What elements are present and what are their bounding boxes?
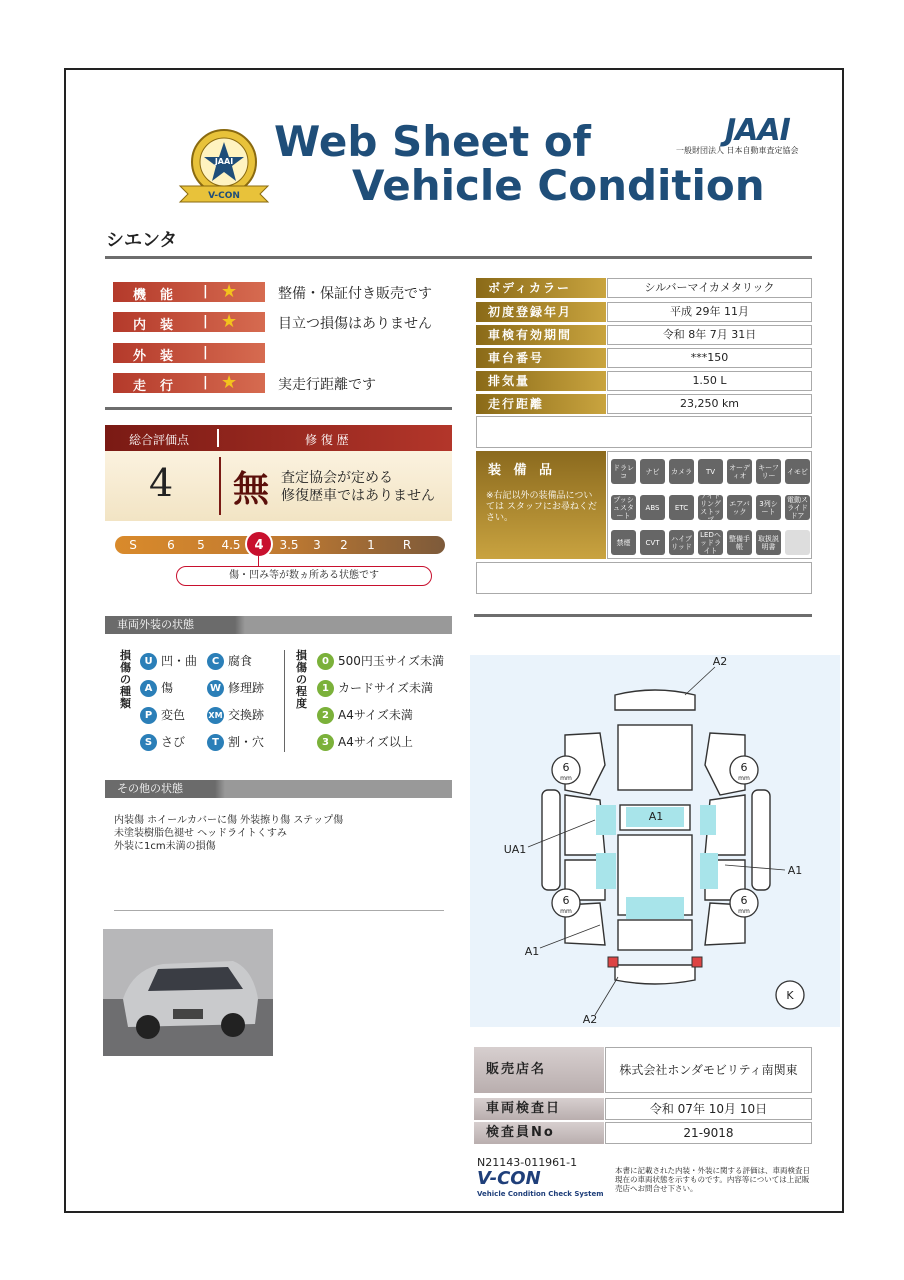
- v-con-brand-sub: Vehicle Condition Check System: [477, 1190, 604, 1198]
- spec-label-mileage: 走行距離: [476, 394, 606, 414]
- damage-type-label: 損傷の種類: [120, 649, 131, 710]
- spec-value-mileage: 23,250 km: [607, 394, 812, 414]
- vehicle-name: シエンタ: [106, 230, 178, 251]
- grade-S: S: [129, 538, 137, 552]
- v-con-emblem: [174, 124, 274, 209]
- legend-type-w: W 修理跡: [207, 679, 264, 697]
- spec-value-inspection: 令和 8年 7月 31日: [607, 325, 812, 345]
- legend-degree-2: 2 A4サイズ未満: [317, 706, 413, 724]
- grade-6: 6: [167, 538, 175, 552]
- spec-label-chassis: 車台番号: [476, 348, 606, 368]
- legend-type-u: U 凹・曲: [140, 652, 197, 670]
- eval-mileage-text: 実走行距離です: [278, 377, 376, 393]
- legend-type-t: T 割・穴: [207, 733, 264, 751]
- label-a2-bottom: A2: [582, 1013, 598, 1026]
- title-line1: Web Sheet of: [274, 117, 591, 166]
- spec-value-displacement: 1.50 L: [607, 371, 812, 391]
- damage-degree-label: 損傷の程度: [296, 649, 307, 710]
- spec-value-color: シルバーマイカメタリック: [607, 278, 812, 298]
- damage-diagram: [470, 655, 840, 1027]
- disclaimer: 本書に記載された内装・外装に関する評価は、車両検査日現在の車両状態を示すものです。内容等については上記販売店へお問合せ下さい。: [615, 1166, 810, 1193]
- tire-depth-fr: 6: [740, 761, 748, 774]
- spec-label-registration: 初度登録年月: [476, 302, 606, 322]
- equipment-note: ※右記以外の装備品については スタッフにお尋ねください。: [486, 491, 597, 523]
- shop-value: 株式会社ホンダモビリティ南関東: [605, 1047, 812, 1093]
- legend-degree-3: 3 A4サイズ以上: [317, 733, 413, 751]
- score-header-right: 修 復 歴: [305, 433, 349, 447]
- inspector-value: 21-9018: [605, 1122, 812, 1144]
- eval-exterior: 外装 |: [113, 343, 265, 363]
- equip-manual: 取扱説明書: [756, 530, 781, 555]
- equipment-box: [476, 451, 606, 559]
- legend-type-a: A 傷: [140, 679, 173, 697]
- grade-note: 傷・凹み等が数ヵ所ある状態です: [176, 566, 432, 586]
- equip-non-smoking: 禁煙: [611, 530, 636, 555]
- equip-camera: カメラ: [669, 459, 694, 484]
- equip-audio: オーディオ: [727, 459, 752, 484]
- exterior-section-title: 車両外装の状態: [105, 616, 452, 634]
- grade-5: 5: [197, 538, 205, 552]
- tire-unit-rl: mm: [560, 908, 572, 915]
- spec-label-inspection: 車検有効期間: [476, 325, 606, 345]
- title-line2: Vehicle Condition: [352, 161, 765, 210]
- tire-unit-fr: mm: [738, 775, 750, 782]
- inspector-label: 検査員No: [474, 1122, 604, 1144]
- equip-empty: [785, 530, 810, 555]
- label-a1-roof: A1: [648, 810, 664, 823]
- equip-abs: ABS: [640, 495, 665, 520]
- repair-text-2: 修復歴車ではありません: [281, 488, 435, 504]
- shop-label: 販売店名: [474, 1047, 604, 1093]
- orientation-k: K: [786, 989, 794, 1002]
- label-a1-right: A1: [787, 864, 803, 877]
- grade-2: 2: [340, 538, 348, 552]
- tire-depth-rr: 6: [740, 894, 748, 907]
- equip-keyless: キーフリー: [756, 459, 781, 484]
- eval-function: 機能 | ★: [113, 282, 265, 302]
- legend-type-xm: XM 交換跡: [208, 708, 265, 722]
- label-a1-left: A1: [524, 945, 540, 958]
- grade-4-5: 4.5: [221, 538, 241, 552]
- other-condition-text: [114, 814, 343, 853]
- tire-unit-fl: mm: [560, 775, 572, 782]
- inspection-date-value: 令和 07年 10月 10日: [605, 1098, 812, 1120]
- car-photo: [103, 929, 273, 1056]
- legend-type-c: C 腐食: [207, 652, 252, 670]
- star-icon: ★: [221, 311, 238, 332]
- equip-hybrid: ハイブリッド: [669, 530, 694, 555]
- star-icon: ★: [221, 372, 238, 393]
- tire-unit-rr: mm: [738, 908, 750, 915]
- equip-service-book: 整備手帳: [727, 530, 752, 555]
- legend-degree-1: 1 カードサイズ未満: [317, 679, 433, 697]
- spec-value-chassis: ***150: [607, 348, 812, 368]
- eval-mileage: 走行 | ★: [113, 373, 265, 393]
- equip-airbag: エアバック: [727, 495, 752, 520]
- tire-depth-fl: 6: [562, 761, 570, 774]
- emblem-logo: JAAI: [214, 157, 234, 166]
- equip-led-headlight: LEDヘッドライト: [700, 530, 721, 555]
- score-header-left: 総合評価点: [129, 433, 190, 447]
- score-header: [105, 425, 452, 451]
- eval-function-text: 整備・保証付き販売です: [278, 286, 432, 302]
- score-body: [105, 451, 452, 521]
- equip-drive-recorder: ドラレコ: [611, 459, 636, 484]
- legend-degree-0: 0 500円玉サイズ未満: [317, 652, 444, 670]
- equipment-title: 装 備 品: [488, 463, 557, 478]
- equip-3row-seat: 3列シート: [756, 495, 781, 520]
- emblem-text: V-CON: [208, 191, 240, 201]
- label-ua1: UA1: [503, 843, 527, 856]
- spec-label-color: ボディカラー: [476, 278, 606, 298]
- equip-etc: ETC: [669, 495, 694, 520]
- grade-selected: 4: [245, 530, 273, 558]
- repair-history-mark: 無: [233, 468, 270, 510]
- star-icon: ★: [221, 281, 238, 302]
- other-line-1: 内装傷 ホイールカバーに傷 外装擦り傷 ステップ傷: [114, 815, 344, 826]
- equip-tv: TV: [698, 459, 723, 484]
- spec-value-registration: 平成 29年 11月: [607, 302, 812, 322]
- equipment-grid: [607, 451, 812, 559]
- equip-navi: ナビ: [640, 459, 665, 484]
- divider: [474, 614, 812, 617]
- legend-type-p: P 変色: [140, 706, 185, 724]
- equip-cvt: CVT: [640, 530, 665, 555]
- v-con-brand: V-CON: [477, 1168, 541, 1189]
- eval-interior-text: 目立つ損傷はありません: [278, 316, 432, 332]
- equip-immobilizer: イモビ: [785, 459, 810, 484]
- other-section-title: その他の状態: [105, 780, 452, 798]
- repair-text-1: 査定協会が定める: [281, 470, 393, 486]
- grade-3: 3: [313, 538, 321, 552]
- grade-R: R: [402, 538, 412, 552]
- equip-idling-stop: アイドリングストップ: [698, 495, 723, 520]
- legend-type-s: S さび: [140, 733, 185, 751]
- sheet-code: N21143-011961-1: [477, 1156, 578, 1169]
- spec-label-displacement: 排気量: [476, 371, 606, 391]
- grade-3-5: 3.5: [279, 538, 299, 552]
- divider: [105, 407, 452, 410]
- inspection-date-label: 車両検査日: [474, 1098, 604, 1120]
- equip-push-start: プッシュスタート: [613, 495, 634, 520]
- blank-field: [476, 562, 812, 594]
- other-line-2: 未塗装樹脂色褪せ ヘッドライトくすみ: [114, 828, 287, 839]
- tire-depth-rl: 6: [562, 894, 570, 907]
- divider: [105, 256, 812, 259]
- eval-interior: 内装 | ★: [113, 312, 265, 332]
- equip-power-slide-door: 電動スライドドア: [787, 495, 808, 520]
- total-score: 4: [149, 461, 174, 505]
- jaai-logo: JAAI: [725, 113, 790, 148]
- org-name: 一般財団法人 日本自動車査定協会: [676, 146, 799, 155]
- other-line-3: 外装に1cm未満の損傷: [114, 841, 216, 852]
- label-a2-top: A2: [712, 655, 728, 668]
- grade-1: 1: [367, 538, 375, 552]
- blank-field: [476, 416, 812, 448]
